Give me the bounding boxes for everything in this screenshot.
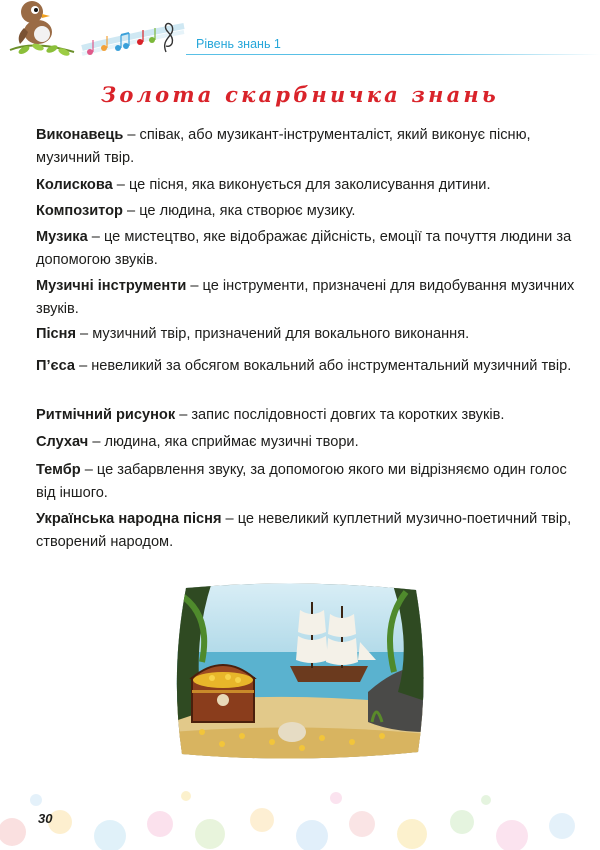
definition-text: – це невеликий куплетний музично-поетичний твір, створений народом. bbox=[36, 511, 572, 550]
level-label: Рівень знань 1 bbox=[196, 37, 281, 51]
definition-term: Колискова bbox=[36, 177, 113, 193]
definition-term: Виконавець bbox=[36, 127, 124, 143]
definition-term: П’єса bbox=[36, 358, 76, 374]
definition-item bbox=[36, 174, 576, 197]
definition-item bbox=[36, 459, 576, 505]
treasure-chest-pirate-ship-illustration bbox=[172, 582, 428, 760]
bird-on-branch-icon bbox=[4, 0, 78, 62]
definition-item bbox=[36, 124, 576, 170]
page-number: 30 bbox=[38, 811, 53, 826]
definition-text: – це забарвлення звуку, за допомогою якого ми відрізняємо один голос від іншого. bbox=[36, 462, 567, 501]
definition-term: Слухач bbox=[36, 434, 89, 450]
definition-item bbox=[36, 404, 576, 427]
definition-text: – людина, яка сприймає музичні твори. bbox=[88, 434, 359, 450]
definition-item bbox=[36, 226, 576, 272]
definition-text: – співак, або музикант-інструменталіст, який виконує пісню, музичний твір. bbox=[36, 127, 531, 166]
flower-border-decoration bbox=[0, 770, 600, 850]
definition-term: Композитор bbox=[36, 203, 123, 219]
definition-text: – це мистецтво, яке відображає дійсність, емоції та почуття людини за допомогою звуків. bbox=[36, 229, 572, 268]
definition-item bbox=[36, 323, 576, 346]
definition-term: Пісня bbox=[36, 326, 76, 342]
definition-text: – музичний твір, призначений для вокального виконання. bbox=[76, 326, 470, 342]
definition-text: – запис послідовності довгих та коротких звуків. bbox=[175, 407, 505, 423]
definition-term: Тембр bbox=[36, 462, 81, 478]
definition-text: – це людина, яка створює музику. bbox=[122, 203, 356, 219]
definition-item bbox=[36, 351, 576, 382]
definition-term: Ритмічний рисунок bbox=[36, 407, 176, 423]
definition-term: Музичні інструменти bbox=[36, 278, 187, 294]
definition-item bbox=[36, 275, 576, 321]
definition-text: – невеликий за обсягом вокальний або інструментальний музичний твір. bbox=[75, 358, 572, 374]
header-divider bbox=[186, 54, 600, 55]
definition-item bbox=[36, 508, 576, 554]
page-header bbox=[0, 0, 600, 66]
music-notes-icon bbox=[80, 18, 186, 62]
definition-term: Музика bbox=[36, 229, 88, 245]
definition-text: – це пісня, яка виконується для заколисування дитини. bbox=[112, 177, 491, 193]
page-title: Золота скарбничка знань bbox=[101, 82, 499, 107]
definition-item bbox=[36, 431, 576, 454]
definition-term: Українська народна пісня bbox=[36, 511, 222, 527]
definition-text: – це інструменти, призначені для видобування музичних звуків. bbox=[36, 278, 575, 317]
definition-item bbox=[36, 200, 576, 223]
